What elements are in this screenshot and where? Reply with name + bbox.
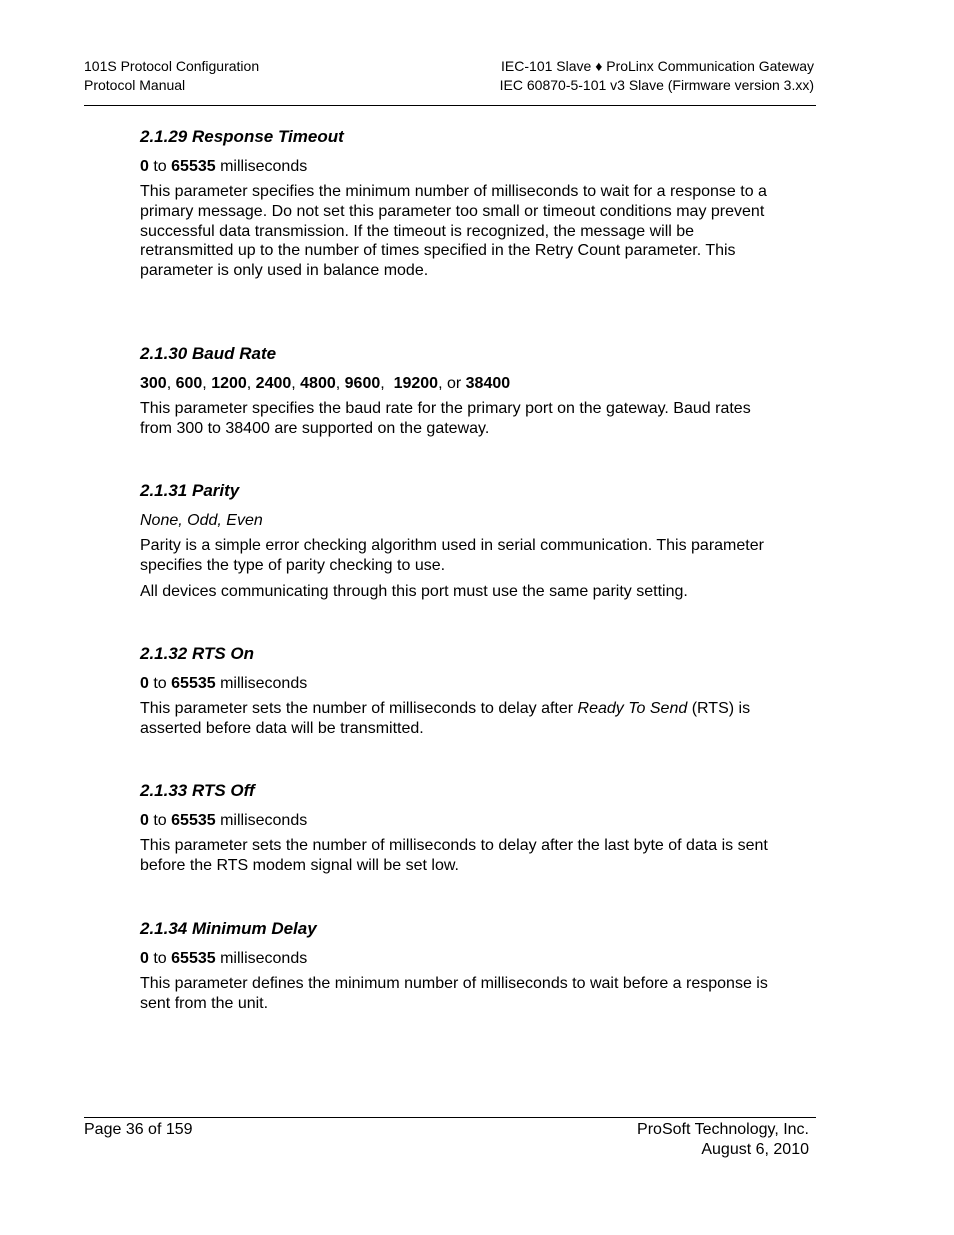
- header-right: [500, 57, 814, 95]
- section-description: This parameter defines the minimum number of milliseconds to wait before a response is sent from the unit.: [140, 975, 768, 1012]
- baud-38400: 38400: [465, 375, 511, 392]
- separator: ,: [335, 375, 345, 392]
- header-doc-title: 101S Protocol Configuration: [84, 58, 260, 74]
- section-minimum-delay: [140, 918, 780, 1014]
- header-doc-type: Protocol Manual: [84, 77, 186, 93]
- header-product: IEC-101 Slave ♦ ProLinx Communication Gateway: [501, 58, 814, 74]
- baud-2400: 2400: [255, 375, 292, 392]
- range-max: 65535: [171, 950, 216, 967]
- baud-values: [140, 374, 780, 393]
- range-min: 0: [140, 158, 149, 175]
- section-rts-on: [140, 643, 780, 739]
- baud-300: 300: [140, 375, 167, 392]
- separator: ,: [246, 375, 256, 392]
- value-range: [140, 674, 780, 693]
- section-description: This parameter specifies the baud rate for the primary port on the gateway. Baud rates from 300 to 38400 are supported on the gateway.: [140, 400, 751, 437]
- section-heading: 2.1.33 RTS Off: [140, 781, 255, 800]
- range-unit: milliseconds: [215, 812, 308, 829]
- range-to: to: [148, 158, 172, 175]
- range-unit: milliseconds: [215, 675, 308, 692]
- header-firmware: IEC 60870-5-101 v3 Slave (Firmware version 3.xx): [499, 77, 814, 93]
- range-unit: milliseconds: [215, 950, 308, 967]
- range-to: to: [148, 812, 172, 829]
- page-number: Page 36 of 159: [84, 1121, 193, 1138]
- range-min: 0: [140, 950, 149, 967]
- section-heading: 2.1.34 Minimum Delay: [140, 919, 317, 938]
- range-min: 0: [140, 675, 149, 692]
- range-max: 65535: [171, 675, 216, 692]
- section-heading: 2.1.32 RTS On: [140, 644, 255, 663]
- value-range: [140, 157, 780, 176]
- separator: ,: [166, 375, 176, 392]
- footer-rule: [84, 1117, 816, 1118]
- emphasis-ready-to-send: Ready To Send: [577, 700, 688, 717]
- range-max: 65535: [171, 812, 216, 829]
- text-part: (RTS) is asserted before data will be transmitted.: [140, 700, 751, 737]
- publish-date: August 6, 2010: [701, 1141, 809, 1158]
- separator: ,: [202, 375, 212, 392]
- range-max: 65535: [171, 158, 216, 175]
- range-min: 0: [140, 812, 149, 829]
- section-response-timeout: [140, 126, 780, 281]
- section-heading: 2.1.29 Response Timeout: [140, 127, 344, 146]
- range-to: to: [148, 950, 172, 967]
- range-to: to: [148, 675, 172, 692]
- baud-4800: 4800: [300, 375, 336, 392]
- text-part: This parameter sets the number of milliseconds to delay after: [140, 700, 578, 717]
- value-range: [140, 949, 780, 968]
- section-description: This parameter specifies the minimum number of milliseconds to wait for a response to a primary message. Do not set this parameter too small or timeout conditions may prevent successful data transmission. If the timeout is recognized, the message will be retransmitted up to the number of times specified in the Retry Count parameter. This parameter is only used in balance mode.: [140, 183, 767, 280]
- section-heading: 2.1.30 Baud Rate: [140, 344, 277, 363]
- baud-9600: 9600: [344, 375, 381, 392]
- section-parity: [140, 480, 780, 601]
- section-heading: 2.1.31 Parity: [140, 481, 240, 500]
- section-rts-off: [140, 780, 780, 876]
- baud-1200: 1200: [211, 375, 247, 392]
- value-range: [140, 811, 780, 830]
- parity-options: None, Odd, Even: [140, 512, 263, 529]
- company-name: ProSoft Technology, Inc.: [637, 1121, 809, 1138]
- footer-right: [637, 1120, 809, 1160]
- section-description: Parity is a simple error checking algorithm used in serial communication. This parameter specifies the type of parity checking to use.: [140, 537, 764, 574]
- baud-600: 600: [175, 375, 203, 392]
- section-baud-rate: [140, 343, 780, 439]
- section-description: This parameter sets the number of milliseconds to delay after the last byte of data is sent before the RTS modem signal will be set low.: [140, 837, 768, 874]
- separator-or: , or: [438, 375, 466, 392]
- section-note: All devices communicating through this port must use the same parity setting.: [140, 582, 688, 600]
- separator: ,: [380, 375, 394, 392]
- range-unit: milliseconds: [215, 158, 308, 175]
- header-left: [84, 57, 259, 95]
- separator: ,: [291, 375, 301, 392]
- header-rule: [84, 105, 816, 106]
- section-description: [140, 699, 780, 739]
- baud-19200: 19200: [393, 375, 439, 392]
